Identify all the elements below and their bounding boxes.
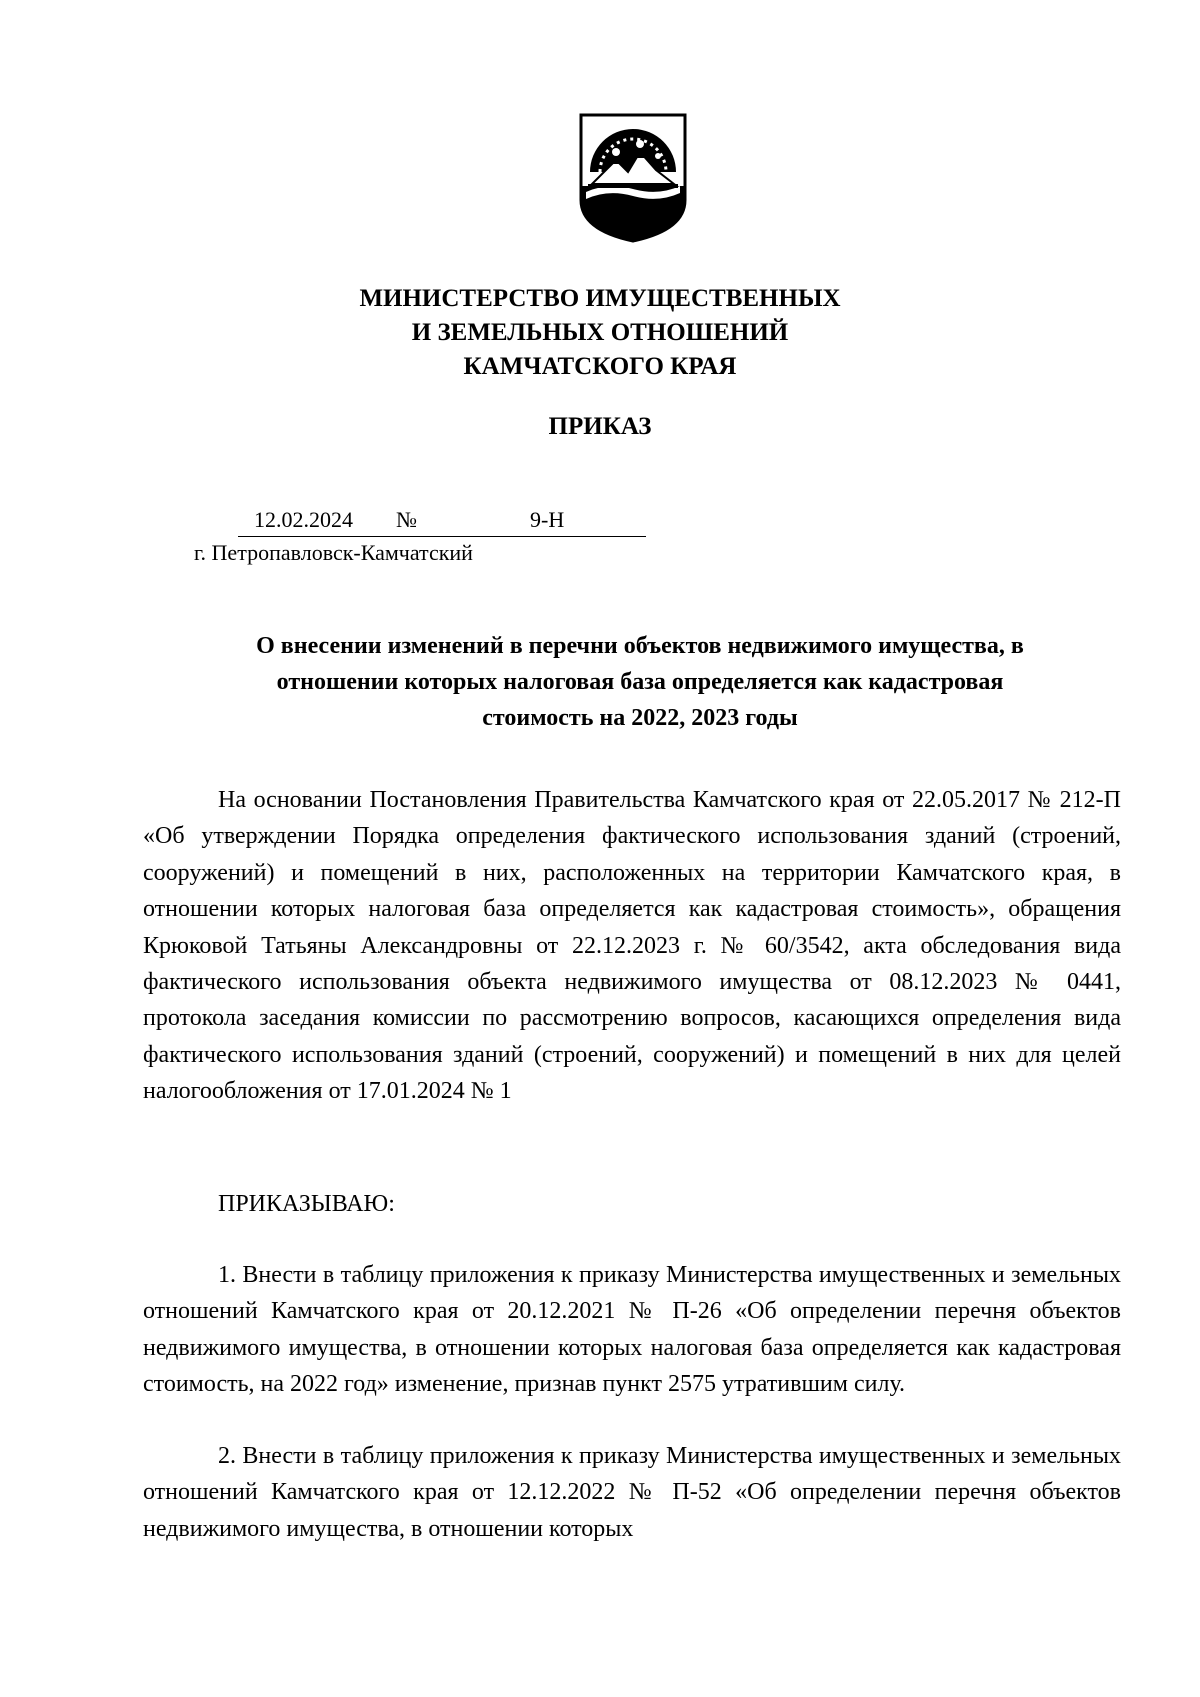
kamchatka-coat-of-arms-icon xyxy=(578,112,688,244)
org-line-1: МИНИСТЕРСТВО ИМУЩЕСТВЕННЫХ xyxy=(359,285,841,312)
date-number-underline xyxy=(238,536,646,537)
title-line-2: отношении которых налоговая база определяется как кадастровая xyxy=(276,669,1004,695)
org-line-3: КАМЧАТСКОГО КРАЯ xyxy=(463,353,737,380)
order-word: ПРИКАЗЫВАЮ: xyxy=(218,1191,395,1217)
document-number: 9-Н xyxy=(530,507,565,532)
document-title xyxy=(150,628,1130,736)
title-line-3: стоимость на 2022, 2023 годы xyxy=(482,705,798,731)
org-line-2: И ЗЕМЕЛЬНЫХ ОТНОШЕНИЙ xyxy=(411,319,789,346)
order-item-2: 2. Внести в таблицу приложения к приказу Министерства имущественных и земельных отношений Камчатского края от 12.12.2022 № П-52 «Об определении перечня объектов недвижимого имущества, в отношении которых xyxy=(143,1443,1121,1542)
title-line-1: О внесении изменений в перечни объектов недвижимого имущества, в xyxy=(256,633,1024,659)
order-item-1: 1. Внести в таблицу приложения к приказу Министерства имущественных и земельных отношений Камчатского края от 20.12.2021 № П-26 «Об определении перечня объектов недвижимого имущества, в отношении которых налоговая база определяется как кадастровая стоимость, на 2022 год» изменение, признав пункт 2575 утратившим силу. xyxy=(143,1262,1121,1398)
organization-name xyxy=(0,282,1200,384)
number-sign: № xyxy=(396,507,417,532)
document-type: ПРИКАЗ xyxy=(548,413,652,440)
city-name: г. Петропавловск-Камчатский xyxy=(194,540,473,565)
preamble-paragraph: На основании Постановления Правительства Камчатского края от 22.05.2017 № 212-П «Об утверждении Порядка определения фактического использования зданий (строений, сооружений) и помещений в них, расположенных на территории Камчатского края, в отношении которых налоговая база определяется как кадастровая стоимость», обращения Крюковой Татьяны Александровны от 22.12.2023 г. № 60/3542, акта обследования вида фактического использования объекта недвижимого имущества от 08.12.2023 № 0441, протокола заседания комиссии по рассмотрению вопросов, касающихся определения вида фактического использования зданий (строений, сооружений) и помещений в них для целей налогообложения от 17.01.2024 № 1 xyxy=(143,787,1121,1105)
document-date: 12.02.2024 xyxy=(254,507,353,532)
